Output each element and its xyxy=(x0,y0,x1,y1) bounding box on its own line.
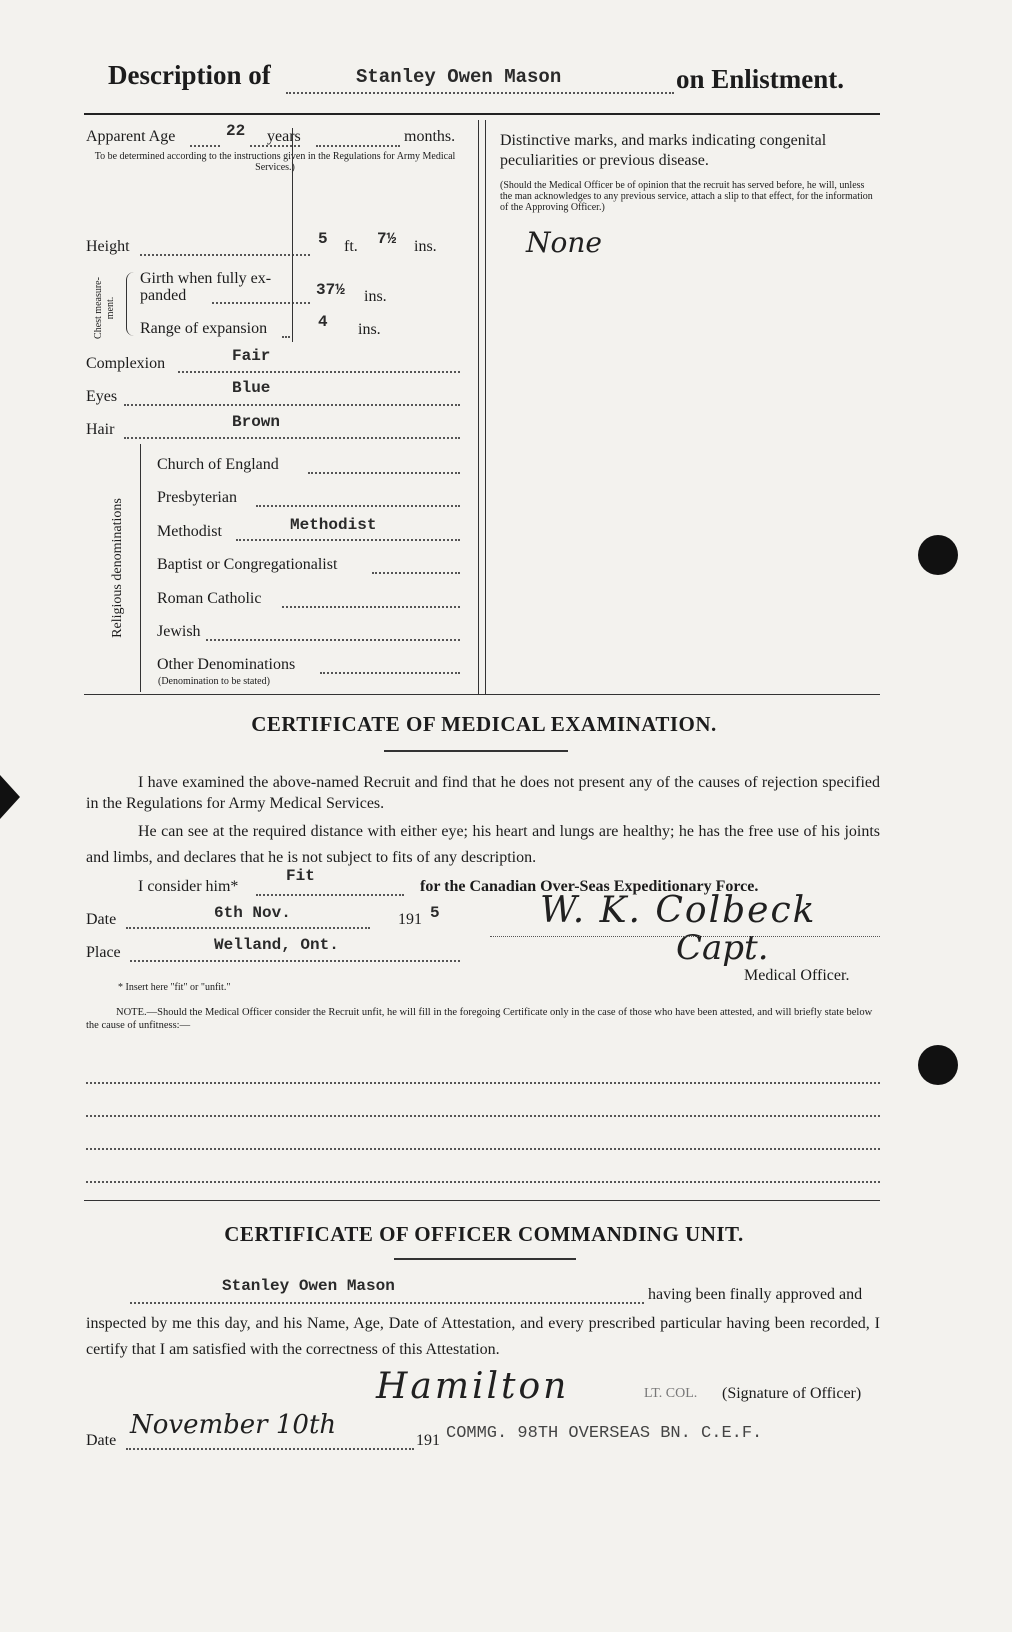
age-label: Apparent Age xyxy=(86,128,176,145)
range-unit: ins. xyxy=(358,321,381,338)
force-label: for the Canadian Over-Seas Expeditionary Force. xyxy=(420,878,759,895)
religion-label-3: Baptist or Congregationalist xyxy=(157,556,338,573)
hair-label: Hair xyxy=(86,421,115,438)
religion-label-5: Jewish xyxy=(157,623,201,640)
height-ins-value: 7½ xyxy=(377,230,397,248)
medical-heading: CERTIFICATE OF MEDICAL EXAMINATION. xyxy=(251,712,717,736)
chest-side-label: Chest measure- ment. xyxy=(93,277,116,339)
medical-note: NOTE.—Should the Medical Officer consider the Recruit unfit, he will fill in the foregoing Certificate only in the case of those who have been attested, and will briefly state below the cause of unfitness:— xyxy=(86,1007,873,1031)
commanding-name-value: Stanley Owen Mason xyxy=(222,1277,395,1295)
commanding-text-1: having been finally approved and xyxy=(648,1286,863,1303)
unfit-line-2 xyxy=(86,1115,880,1117)
medical-year-suffix: 5 xyxy=(430,904,440,922)
header xyxy=(0,0,1012,110)
title-suffix: on Enlistment. xyxy=(676,64,845,94)
place-value: Welland, Ont. xyxy=(214,936,339,954)
marks-label: Distinctive marks, and marks indicating congenital peculiarities or previous disease. xyxy=(500,132,827,169)
commanding-rank: LT. COL. xyxy=(644,1386,698,1401)
marks-note: (Should the Medical Officer be of opinion that the recruit has served before, he will, unless the man acknowledges to any previous service, attach a slip to that effect, for the information of the Approving Officer.) xyxy=(500,180,873,213)
commanding-date-label: Date xyxy=(86,1432,117,1449)
complexion-label: Complexion xyxy=(86,355,166,372)
religion-side-label: Religious denominations xyxy=(110,498,125,638)
religion-value-2: Methodist xyxy=(290,516,377,534)
religion-label-0: Church of England xyxy=(157,456,279,473)
eyes-value: Blue xyxy=(232,379,271,397)
religion-label-6: Other Denominations xyxy=(157,656,296,673)
unfit-line-1 xyxy=(86,1082,880,1084)
age-months-label: months. xyxy=(404,128,456,145)
unfit-line-4 xyxy=(86,1181,880,1183)
height-ft-label: ft. xyxy=(344,238,358,255)
age-value: 22 xyxy=(226,122,246,140)
religion-label-4: Roman Catholic xyxy=(157,590,262,607)
medical-date-value: 6th Nov. xyxy=(214,904,291,922)
religion-label-1: Presbyterian xyxy=(157,489,237,506)
commanding-signature: Hamilton xyxy=(376,1366,570,1407)
title-prefix: Description of xyxy=(108,60,271,90)
eyes-label: Eyes xyxy=(86,388,118,405)
height-ft-value: 5 xyxy=(318,230,328,248)
height-ins-label: ins. xyxy=(414,238,437,255)
complexion-value: Fair xyxy=(232,347,271,365)
commanding-unit-stamp: COMMG. 98TH OVERSEAS BN. C.E.F. xyxy=(446,1424,763,1443)
chest-brace xyxy=(126,272,135,336)
medical-signature-rank: Capt. xyxy=(676,928,769,968)
medical-signature: W. K. Colbeck xyxy=(540,890,817,931)
medical-year-prefix: 191 xyxy=(398,911,422,928)
marks-value: None xyxy=(526,226,602,259)
range-label: Range of expansion xyxy=(140,320,268,337)
hair-value: Brown xyxy=(232,413,281,431)
place-label: Place xyxy=(86,944,121,961)
commanding-heading: CERTIFICATE OF OFFICER COMMANDING UNIT. xyxy=(224,1222,744,1246)
religion-label-2: Methodist xyxy=(157,523,222,540)
girth-value: 37½ xyxy=(316,281,345,299)
girth-label-2: panded xyxy=(140,287,187,304)
girth-label-1: Girth when fully ex- xyxy=(140,270,272,287)
medical-para-1: I have examined the above-named Recruit and find that he does not present any of the causes of rejection specified in the Regulations for Army Medical Services. xyxy=(86,774,880,812)
medical-date-label: Date xyxy=(86,911,117,928)
page-edge-mark xyxy=(0,775,20,819)
range-value: 4 xyxy=(318,313,328,331)
commanding-date-value: November 10th xyxy=(130,1410,337,1440)
punch-hole-lower xyxy=(918,1045,958,1085)
height-label: Height xyxy=(86,238,130,255)
commanding-signature-label: (Signature of Officer) xyxy=(722,1385,862,1402)
unfit-line-3 xyxy=(86,1148,880,1150)
medical-para-2: He can see at the required distance with either eye; his heart and lungs are healthy; he has the free use of his joints and limbs, and declares that he is not subject to fits of any description. xyxy=(86,823,880,866)
medical-officer-label: Medical Officer. xyxy=(744,967,850,984)
commanding-year-prefix: 191 xyxy=(416,1432,440,1449)
girth-unit: ins. xyxy=(364,288,387,305)
punch-hole-upper xyxy=(918,535,958,575)
age-note: To be determined according to the instructions given in the Regulations for Army Medical Services.) xyxy=(94,151,456,173)
insert-note: * Insert here "fit" or "unfit." xyxy=(118,982,231,993)
age-years-label: years xyxy=(267,128,301,145)
recruit-name: Stanley Owen Mason xyxy=(356,66,562,88)
consider-label: I consider him* xyxy=(138,878,239,895)
religion-other-note: (Denomination to be stated) xyxy=(158,676,270,687)
consider-value: Fit xyxy=(286,867,315,885)
commanding-text-2: inspected by me this day, and his Name, Age, Date of Attestation, and every prescribed particular having been recorded, I certify that I am satisfied with the correctness of this Attestation. xyxy=(86,1315,880,1358)
